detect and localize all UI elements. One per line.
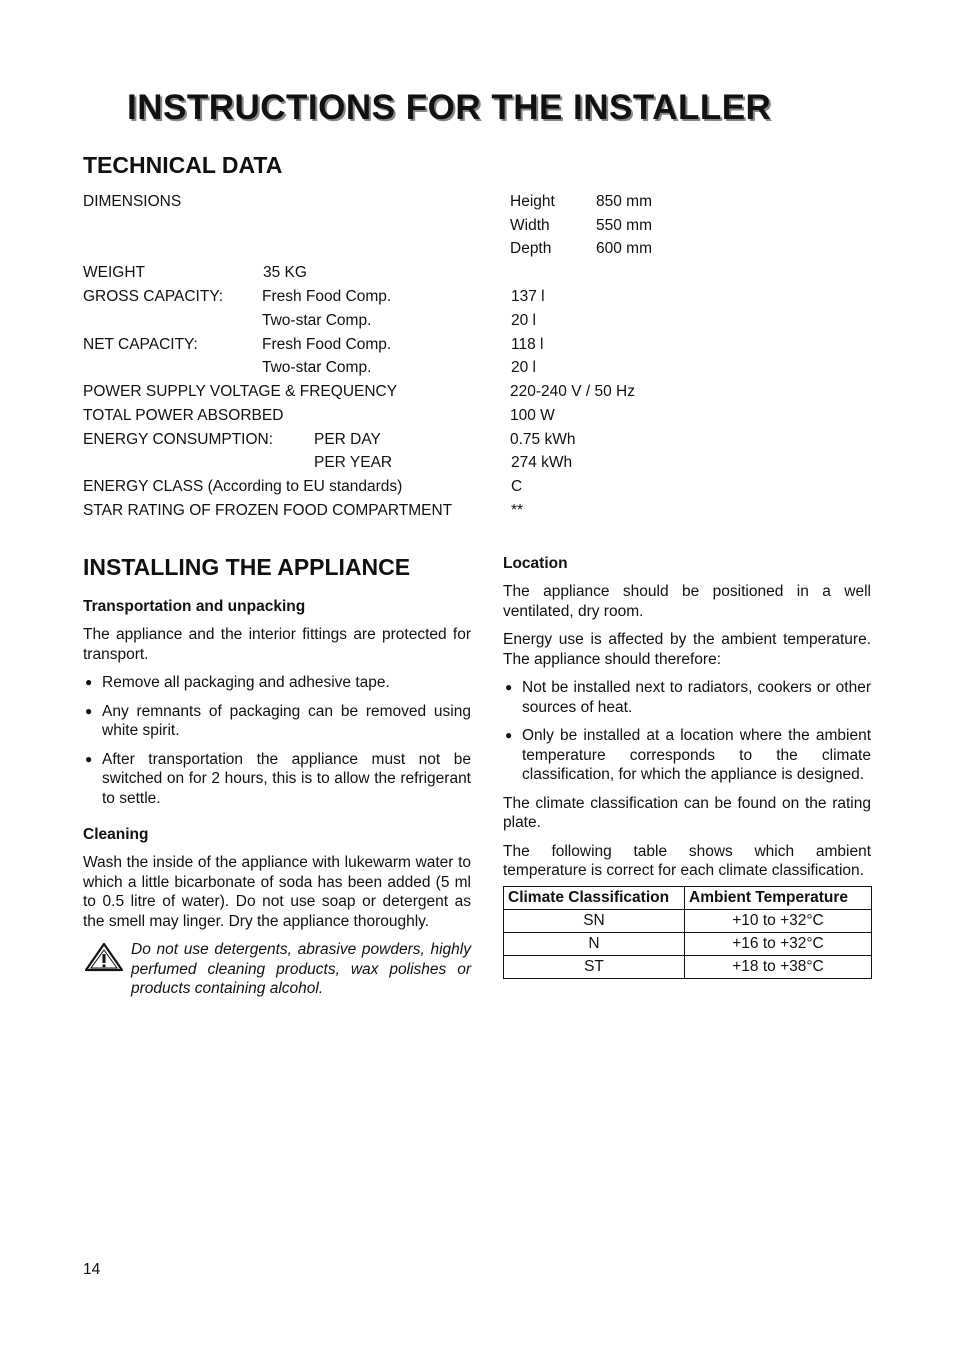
gross-twostar-label: Two-star Comp.: [262, 312, 372, 329]
left-column: [83, 598, 471, 999]
location-paragraph-4: The following table shows which ambient temperature is correct for each climate classification.: [503, 842, 871, 879]
energy-class-value: C: [511, 478, 523, 495]
location-paragraph-3: The climate classification can be found on the rating plate.: [503, 794, 871, 831]
energy-per-day-label: PER DAY: [314, 431, 381, 448]
power-supply-value: 220-240 V / 50 Hz: [510, 383, 635, 400]
table-cell: +10 to +32°C: [685, 909, 872, 932]
list-item: ● Remove all packaging and adhesive tape.: [85, 674, 390, 691]
list-item: ● Any remnants of packaging can be removed using white spirit.: [85, 702, 471, 739]
transport-heading: Transportation and unpacking: [83, 598, 306, 615]
installing-heading: INSTALLING THE APPLIANCE: [83, 554, 411, 580]
page-number: 14: [83, 1261, 101, 1278]
table-cell: ST: [504, 955, 685, 978]
dimension-label: Depth: [510, 240, 552, 257]
transport-paragraph: The appliance and the interior fittings are protected for transport.: [83, 626, 471, 663]
bullet-icon: ●: [505, 728, 513, 742]
net-fresh-label: Fresh Food Comp.: [262, 336, 392, 353]
table-cell: +16 to +32°C: [685, 932, 872, 955]
net-twostar-value: 20 l: [511, 359, 536, 376]
weight-label: WEIGHT: [83, 264, 145, 281]
warning-triangle-icon: [84, 942, 124, 977]
net-twostar-label: Two-star Comp.: [262, 359, 372, 376]
location-paragraph-2: Energy use is affected by the ambient temperature. The appliance should therefore:: [503, 631, 871, 668]
star-rating-label: STAR RATING OF FROZEN FOOD COMPARTMENT: [83, 502, 453, 519]
dimension-value: 850 mm: [596, 193, 652, 210]
list-item: ● Only be installed at a location where the ambient temperature corresponds to the climate classification, for which the appliance is designed.: [505, 727, 871, 783]
technical-data-heading: TECHNICAL DATA: [83, 152, 283, 178]
power-supply-label: POWER SUPPLY VOLTAGE & FREQUENCY: [83, 383, 398, 400]
table-cell: N: [504, 932, 685, 955]
table-header: Climate Classification: [504, 886, 685, 909]
table-header: Ambient Temperature: [685, 886, 872, 909]
energy-class-label: ENERGY CLASS (According to EU standards): [83, 478, 403, 495]
page-title: INSTRUCTIONS FOR THE INSTALLER: [127, 88, 772, 127]
dimension-value: 550 mm: [596, 217, 652, 234]
energy-per-day-value: 0.75 kWh: [510, 431, 576, 448]
energy-consumption-label: ENERGY CONSUMPTION:: [83, 431, 274, 448]
net-fresh-value: 118 l: [511, 336, 544, 353]
dimensions-label: DIMENSIONS: [83, 193, 182, 210]
gross-fresh-label: Fresh Food Comp.: [262, 288, 392, 305]
bullet-icon: ●: [85, 751, 93, 766]
weight-value: 35 KG: [263, 264, 307, 281]
warning-block: [83, 940, 471, 999]
energy-per-year-value: 274 kWh: [511, 454, 573, 471]
cleaning-heading: Cleaning: [83, 826, 149, 843]
dimension-label: Width: [510, 217, 550, 234]
list-item: ● After transportation the appliance must not be switched on for 2 hours, this is to allow the refrigerant to settle.: [85, 750, 471, 807]
gross-twostar-value: 20 l: [511, 312, 536, 329]
table-cell: +18 to +38°C: [685, 955, 872, 978]
table-cell: SN: [504, 909, 685, 932]
cleaning-paragraph: Wash the inside of the appliance with lukewarm water to which a little bicarbonate of soda has been added (5 ml to 0.5 litre of water). Do not use soap or detergent as the smell may linger. Dry the appliance thoroughly.: [83, 854, 471, 930]
total-power-label: TOTAL POWER ABSORBED: [83, 407, 284, 424]
dimension-value: 600 mm: [596, 240, 652, 257]
location-heading: Location: [503, 555, 568, 572]
table-row: [504, 955, 872, 978]
dimension-label: Height: [510, 193, 555, 210]
location-paragraph-1: The appliance should be positioned in a well ventilated, dry room.: [503, 583, 871, 620]
table-row: [504, 909, 872, 932]
climate-table: [503, 886, 872, 979]
bullet-icon: ●: [85, 675, 93, 689]
bullet-icon: ●: [85, 703, 93, 718]
table-row: [504, 932, 872, 955]
warning-text: Do not use detergents, abrasive powders, highly perfumed cleaning products, wax polishes or products containing alcohol.: [131, 941, 471, 997]
right-column: [503, 555, 871, 979]
transport-list: [83, 673, 471, 808]
bullet-icon: ●: [505, 680, 513, 694]
total-power-value: 100 W: [510, 407, 555, 424]
list-item: ● Not be installed next to radiators, cookers or other sources of heat.: [505, 679, 871, 716]
gross-fresh-value: 137 l: [511, 288, 545, 305]
energy-per-year-label: PER YEAR: [314, 454, 393, 471]
net-capacity-label: NET CAPACITY:: [83, 336, 198, 353]
star-rating-value: **: [511, 502, 524, 519]
location-list: [503, 678, 871, 785]
table-header-row: [504, 886, 872, 909]
gross-capacity-label: GROSS CAPACITY:: [83, 288, 224, 305]
